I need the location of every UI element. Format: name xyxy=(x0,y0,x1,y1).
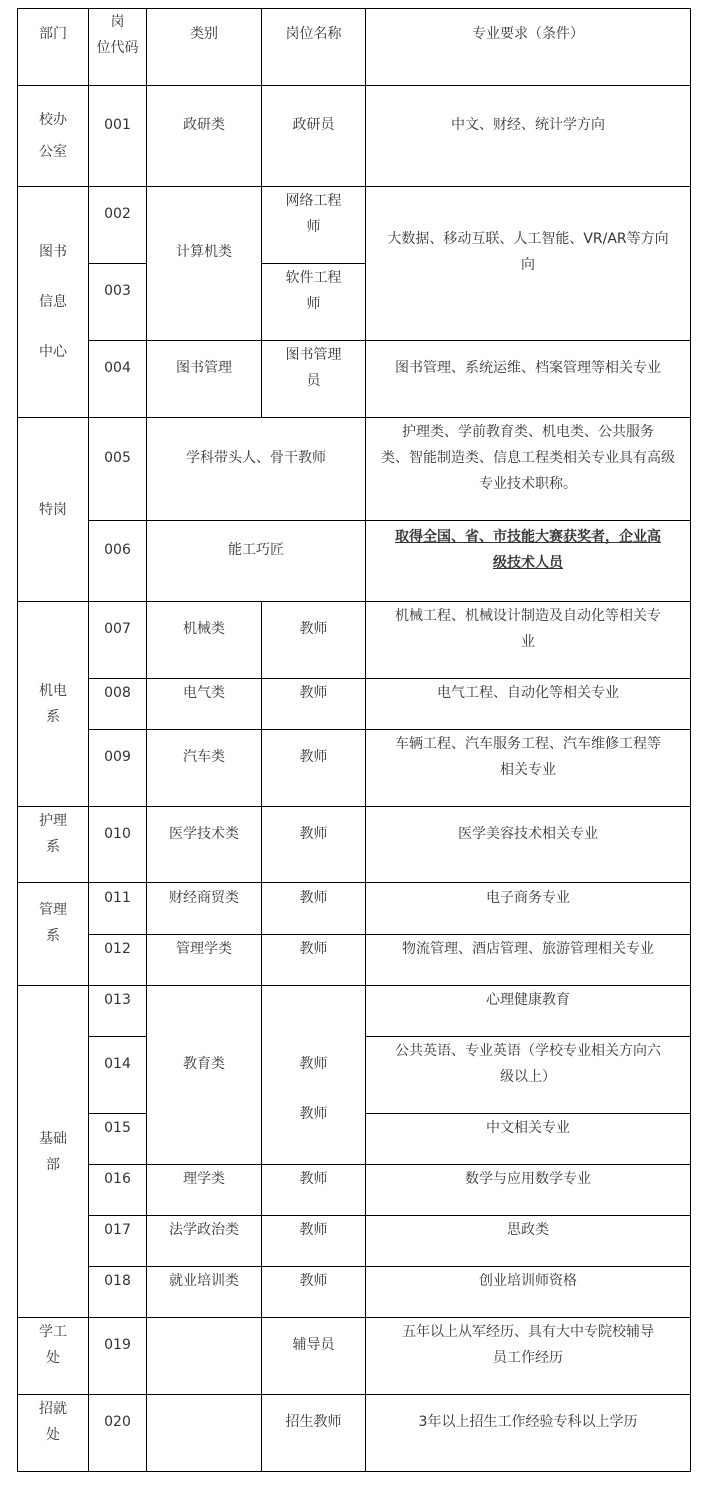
dept-mech-elec: 机电 系 xyxy=(39,683,67,725)
code-004: 004 xyxy=(104,360,131,376)
code-002: 002 xyxy=(104,206,131,222)
code-012: 012 xyxy=(104,941,131,957)
requirement-017: 思政类 xyxy=(507,1222,549,1238)
dept-special-post: 特岗 xyxy=(39,501,67,518)
position-012: 教师 xyxy=(299,941,328,957)
position-001: 政研员 xyxy=(292,117,335,133)
requirement-010: 医学美容技术相关专业 xyxy=(458,826,598,842)
position-011: 教师 xyxy=(299,889,328,906)
code-013: 013 xyxy=(104,992,131,1008)
code-008: 008 xyxy=(104,685,131,701)
position-education: 教师 教师 xyxy=(299,1055,328,1122)
category-010: 医学技术类 xyxy=(169,826,239,842)
requirement-018: 创业培训师资格 xyxy=(479,1273,577,1289)
requirement-013: 心理健康教育 xyxy=(486,992,570,1008)
category-008: 电气类 xyxy=(183,685,225,701)
position-007: 教师 xyxy=(299,621,328,637)
position-016: 教师 xyxy=(299,1171,328,1187)
requirement-001: 中文、财经、统计学方向 xyxy=(451,117,605,133)
code-018: 018 xyxy=(104,1273,131,1289)
code-005: 005 xyxy=(104,450,131,466)
category-018: 就业培训类 xyxy=(169,1273,239,1289)
dept-library-center: 图书 信息 中心 xyxy=(39,244,67,360)
dept-admission: 招就 处 xyxy=(39,1401,67,1443)
position-008: 教师 xyxy=(299,685,328,701)
position-010: 教师 xyxy=(299,826,328,842)
header-position: 岗位名称 xyxy=(285,26,342,42)
requirement-004: 图书管理、系统运维、档案管理等相关专业 xyxy=(395,360,661,376)
category-computer: 计算机类 xyxy=(176,244,232,260)
requirement-008: 电气工程、自动化等相关专业 xyxy=(437,685,619,701)
position-009: 教师 xyxy=(299,749,328,765)
category-001: 政研类 xyxy=(183,117,225,133)
header-dept: 部门 xyxy=(39,26,67,42)
requirement-015: 中文相关专业 xyxy=(486,1120,570,1136)
dept-basic: 基础 部 xyxy=(39,1130,67,1173)
code-007: 007 xyxy=(104,621,131,637)
requirement-006: 取得全国、省、市技能大赛获奖者，企业高 级技术人员 xyxy=(395,528,661,571)
position-018: 教师 xyxy=(299,1273,328,1289)
dept-management: 管理 系 xyxy=(39,902,67,944)
code-006: 006 xyxy=(104,541,131,558)
code-020: 020 xyxy=(104,1414,131,1430)
requirement-012: 物流管理、酒店管理、旅游管理相关专业 xyxy=(402,941,654,957)
category-011: 财经商贸类 xyxy=(169,889,239,906)
category-017: 法学政治类 xyxy=(169,1222,239,1238)
requirement-009: 车辆工程、汽车服务工程、汽车维修工程等 相关专业 xyxy=(395,736,661,778)
header-code: 岗 位代码 xyxy=(96,14,139,56)
requirement-016: 数学与应用数学专业 xyxy=(465,1171,591,1187)
requirement-020: 3年以上招生工作经验专科以上学历 xyxy=(418,1414,638,1430)
requirement-007: 机械工程、机械设计制造及自动化等相关专 业 xyxy=(395,608,661,650)
requirement-002-003: 大数据、移动互联、人工智能、VR/AR等方向 向 xyxy=(387,231,669,273)
code-009: 009 xyxy=(104,749,131,765)
requirement-011: 电子商务专业 xyxy=(486,889,570,906)
dept-principal-office: 校办 公室 xyxy=(39,112,67,160)
category-009: 汽车类 xyxy=(183,749,225,765)
code-011: 011 xyxy=(104,889,131,906)
position-020: 招生教师 xyxy=(285,1414,342,1430)
code-010: 010 xyxy=(104,826,131,842)
position-017: 教师 xyxy=(299,1222,328,1238)
name-005: 学科带头人、骨干教师 xyxy=(186,450,326,466)
code-016: 016 xyxy=(104,1171,131,1187)
position-002: 网络工程 师 xyxy=(285,193,342,235)
code-014: 014 xyxy=(104,1056,131,1072)
category-007: 机械类 xyxy=(183,621,225,637)
code-015: 015 xyxy=(104,1120,131,1136)
dept-student-affairs: 学工 处 xyxy=(39,1324,67,1366)
code-001: 001 xyxy=(104,117,131,133)
category-012: 管理学类 xyxy=(176,941,232,957)
position-004: 图书管理 员 xyxy=(285,347,342,389)
code-017: 017 xyxy=(104,1222,131,1238)
position-003: 软件工程 师 xyxy=(285,270,342,312)
category-016: 理学类 xyxy=(183,1171,225,1187)
requirement-019: 五年以上从军经历、具有大中专院校辅导 员工作经历 xyxy=(402,1324,654,1366)
category-004: 图书管理 xyxy=(176,360,232,376)
header-category: 类别 xyxy=(190,26,218,42)
code-019: 019 xyxy=(104,1337,131,1353)
header-requirement: 专业要求（条件） xyxy=(472,26,584,42)
code-003: 003 xyxy=(104,283,131,299)
requirement-014: 公共英语、专业英语（学校专业相关方向六 级以上） xyxy=(395,1043,661,1085)
requirement-005: 护理类、学前教育类、机电类、公共服务 类、智能制造类、信息工程类相关专业具有高级 专业技术职称。 xyxy=(381,424,675,492)
position-019: 辅导员 xyxy=(292,1337,335,1353)
dept-nursing: 护理 系 xyxy=(39,813,67,855)
category-education: 教育类 xyxy=(183,1056,225,1072)
name-006: 能工巧匠 xyxy=(228,541,284,558)
